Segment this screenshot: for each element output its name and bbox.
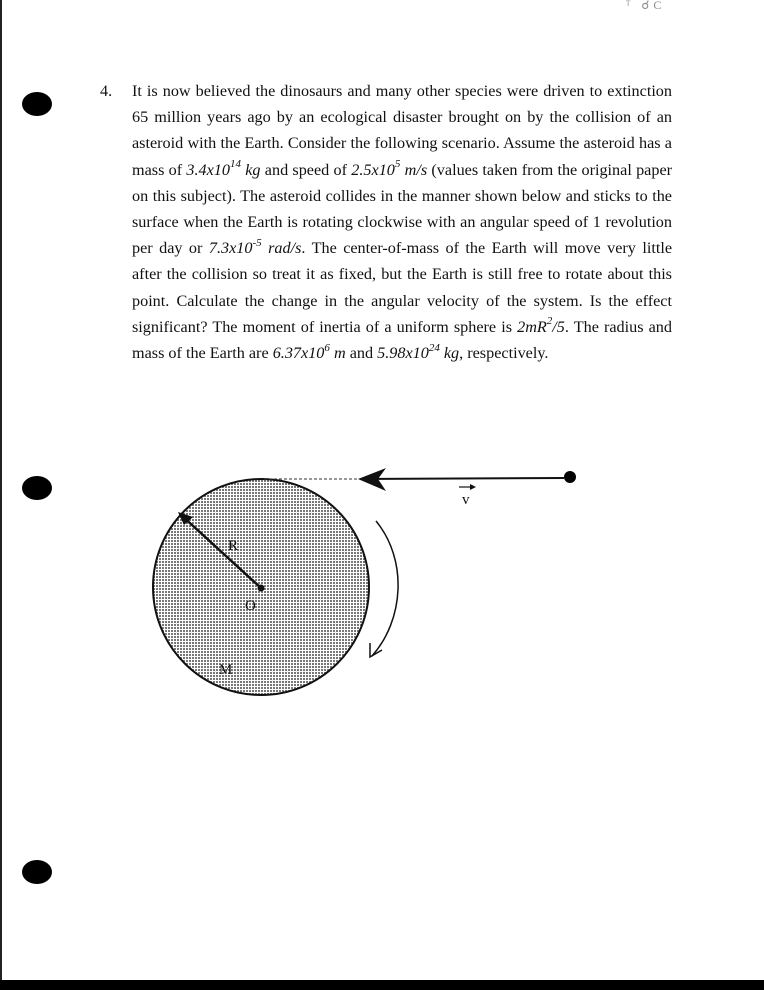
velocity-vector-head — [470, 484, 476, 490]
angular-speed: $7.3x10^{-5}$ rad/s — [208, 236, 302, 258]
problem-text-3: (values taken from the original paper on this subject). The asteroid collides in the manner shown below and sticks to the surface when the Earth is rotating clockwise with an angular speed of 1 revolution per day or — [132, 160, 673, 258]
asteroid-dot — [564, 471, 576, 483]
page-bottom-edge — [0, 980, 764, 990]
velocity-label: v — [462, 492, 470, 508]
problem-text-4: . The center-of-mass of the Earth will move very little after the collision so treat it as fixed, but the Earth is still free to rotate about this point. Calculate the change in the angular velocity of the system. Is the effect significant? The moment of inertia of a uniform sphere is — [132, 239, 673, 336]
asteroid-speed: $2.5x10^5$ m/s — [351, 158, 428, 179]
earth-radius: $6.37x10^6$ m — [272, 341, 346, 363]
asteroid-mass: $3.4x10^{14}$ kg — [186, 158, 261, 179]
problem-text-5: . The radius and mass of the Earth are — [132, 317, 672, 363]
asteroid-path-line — [368, 478, 564, 479]
rotation-arrow-arc — [372, 521, 398, 656]
mass-label: M — [219, 662, 233, 678]
corner-mark: ᵀ ☌C — [626, 0, 666, 12]
problem-text-7: , respectively. — [459, 344, 549, 363]
center-label: O — [245, 598, 256, 614]
radius-label: R — [228, 538, 239, 554]
problem-text-2: and speed of — [260, 160, 352, 179]
problem-text-6: and — [345, 344, 378, 363]
problem-number: 4. — [100, 82, 113, 100]
problem-text-1: It is now believed the dinosaurs and many other species were driven to extinction 65 million years ago by an ecological disaster brought on by the collision of an asteroid with the Earth. Consider the following scenario. Assume the asteroid has a mass of — [132, 82, 672, 179]
center-point — [258, 585, 265, 592]
earth-mass: $5.98x10^{24}$ kg — [377, 341, 460, 363]
moment-of-inertia: $2mR^2/5$ — [517, 315, 565, 336]
